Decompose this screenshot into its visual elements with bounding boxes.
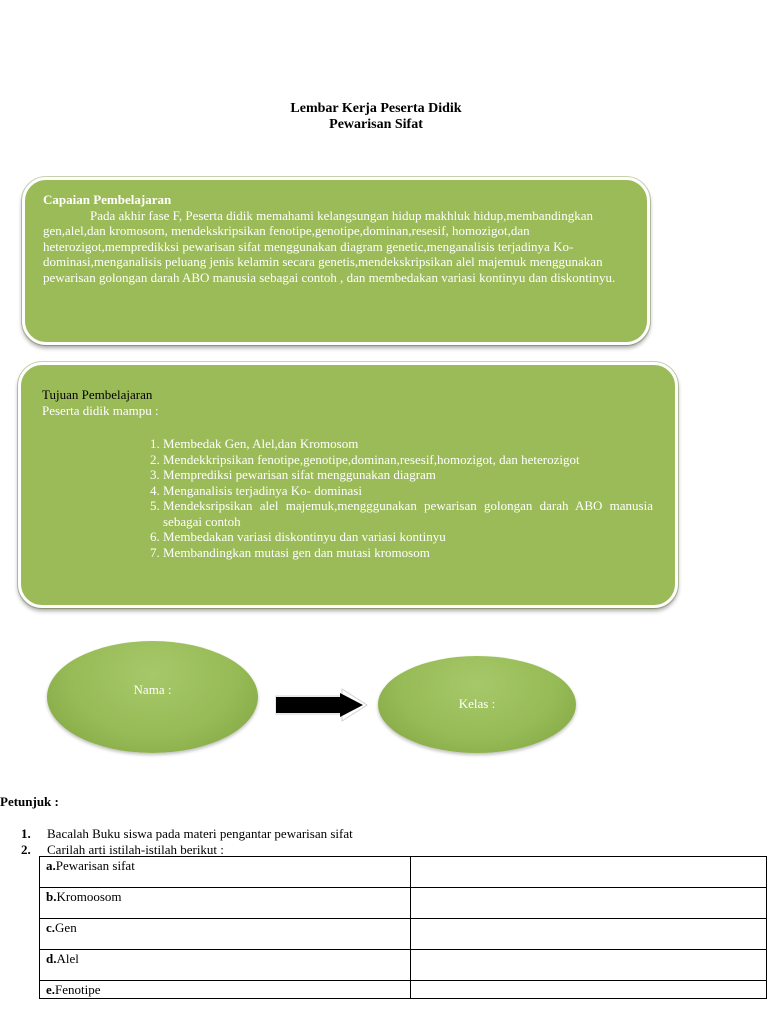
tujuan-item: 5. Mendeksripsikan alel majemuk,mengggunakan pewarisan golongan darah ABO manusia sebagai contoh [163,498,653,529]
answer-cell[interactable] [411,919,767,950]
tujuan-item: 2. Mendekkripsikan fenotipe,genotipe,dominan,resesif,homozigot, dan heterozigot [163,452,653,468]
table-row [40,981,767,999]
answer-cell[interactable] [411,981,767,999]
step-item [0,826,768,842]
nama-label: Nama : [133,682,172,697]
capaian-text: Pada akhir fase F, Peserta didik memahami kelangsungan hidup makhluk hidup,membandingkan gen,alel,dan kromosom, mendekskripsikan fenotipe,genotipe,dominan,resesif, homozigot,dan heterozigot,mempredikksi pewarisan sifat menggunakan diagram genetic,menganalisis terjadinya Ko-dominasi,menganalisis peluang jenis kelamin secara genetis,mendekskripsikan alel majemuk menggunakan pewarisan golongan darah ABO manusia sebagai contoh , dan membedakan variasi kontinyu dan diskontinyu. [43,207,616,285]
term-letter: a. [46,858,56,873]
tujuan-item: 6. Membedakan variasi diskontinyu dan variasi kontinyu [163,529,653,545]
tujuan-intro: Peserta didik mampu : [42,402,159,418]
capaian-pembelajaran-box [22,177,650,345]
tujuan-list [42,436,653,560]
step-number: 2. [21,841,31,857]
nama-oval[interactable] [47,641,258,753]
capaian-heading: Capaian Pembelajaran [43,192,172,207]
kelas-oval[interactable] [378,656,576,753]
tujuan-item: 7. Membandingkan mutasi gen dan mutasi kromosom [163,545,653,561]
document-subtitle: Pewarisan Sifat [329,117,423,132]
term-letter: d. [46,951,57,966]
term-text: Fenotipe [55,982,101,997]
term-letter: b. [46,889,57,904]
term-text: Kromoosom [56,889,122,904]
answer-cell[interactable] [411,857,767,888]
tujuan-item: 1. Membedak Gen, Alel,dan Kromosom [163,436,653,452]
term-text: Pewarisan sifat [55,858,135,873]
term-cell [40,857,411,888]
term-letter: e. [46,982,56,997]
document-title: Lembar Kerja Peserta Didik [290,101,462,116]
table-row [40,888,767,919]
term-text: Alel [56,951,79,966]
petunjuk-heading: Petunjuk : [0,794,59,809]
tujuan-item: 3. Memprediksi pewarisan sifat menggunakan diagram [163,467,653,483]
term-cell [40,919,411,950]
terms-table [39,856,767,999]
term-cell [40,981,411,999]
term-cell [40,950,411,981]
kelas-label: Kelas : [458,696,496,711]
tujuan-pembelajaran-box [18,362,678,608]
step-text: Bacalah Buku siswa pada materi pengantar pewarisan sifat [47,826,353,841]
step-number: 1. [21,826,31,841]
table-row [40,950,767,981]
right-arrow-icon [274,688,370,722]
answer-cell[interactable] [411,888,767,919]
term-letter: c. [46,920,56,935]
answer-cell[interactable] [411,950,767,981]
step-text: Carilah arti istilah-istilah berikut : [47,841,224,857]
table-row [40,919,767,950]
step-item [0,842,768,858]
petunjuk-steps [0,826,768,857]
term-text: Gen [55,920,77,935]
tujuan-heading: Tujuan Pembelajaran [42,387,153,402]
table-row [40,857,767,888]
term-cell [40,888,411,919]
tujuan-item: 4. Menganalisis terjadinya Ko- dominasi [163,483,653,499]
